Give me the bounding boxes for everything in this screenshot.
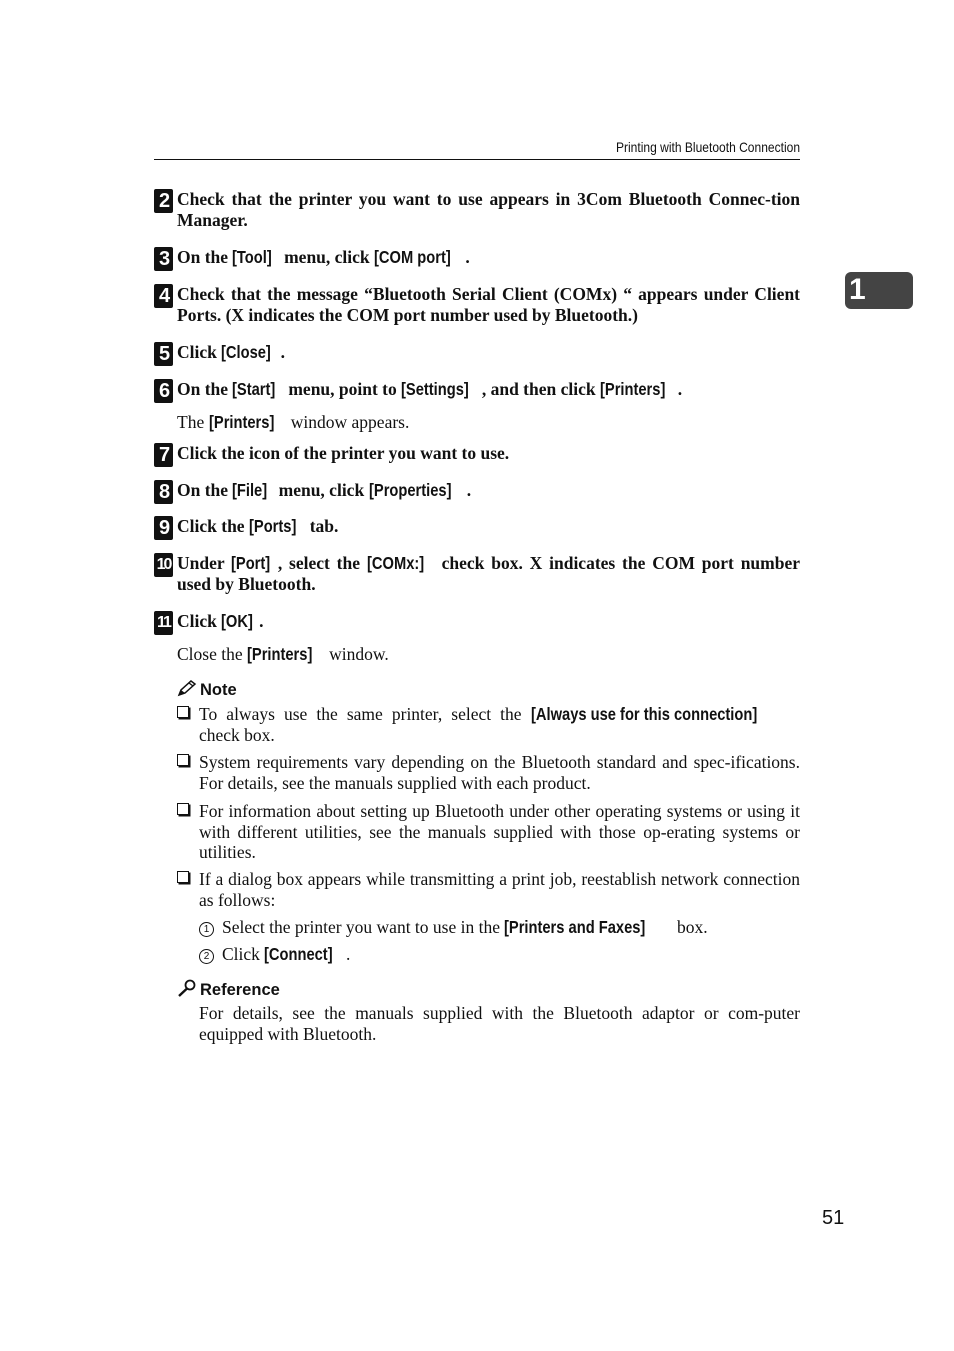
step-6-result: The [Printers] window appears. xyxy=(177,412,410,432)
running-header: Printing with Bluetooth Connection xyxy=(615,139,800,155)
menu-ref-start: [Start] xyxy=(232,379,276,399)
step-text: Click [OK] . xyxy=(177,611,264,631)
step-number-badge: 5 xyxy=(154,342,173,366)
step-number-badge: 3 xyxy=(154,247,173,271)
checkbox-bullet-icon xyxy=(177,871,189,883)
step-number-badge: 11 xyxy=(154,611,173,635)
page-number: 51 xyxy=(822,1207,845,1229)
button-ref-close: [Close] xyxy=(221,342,272,362)
step-number-badge: 2 xyxy=(154,189,173,213)
step-text: Check that the message “Bluetooth Serial Client (COMx) “ appears under Client Ports. (X indicates the COM port number used by Bluetooth.) xyxy=(177,284,800,325)
step-number-badge: 8 xyxy=(154,480,173,504)
reference-text: For details, see the manuals supplied with the Bluetooth adaptor or com-puter equipped with Bluetooth. xyxy=(199,1003,800,1044)
pencil-icon xyxy=(177,681,200,699)
button-ref-ok: [OK] xyxy=(221,611,254,631)
menu-ref-tool: [Tool] xyxy=(232,247,273,267)
note-bullet: System requirements vary depending on the Bluetooth standard and spec-ifications. For details, see the manuals supplied with each product. xyxy=(177,752,800,793)
step-10 xyxy=(154,553,800,595)
step-text: On the [File] menu, click [Properties] . xyxy=(177,480,472,500)
menu-ref-settings: [Settings] xyxy=(401,379,469,399)
note-heading: Note xyxy=(177,680,237,700)
step-4 xyxy=(154,284,800,326)
substep-2: 2 Click [Connect] . xyxy=(199,944,800,965)
checkbox-bullet-icon xyxy=(177,754,189,766)
step-number-badge: 9 xyxy=(154,516,173,540)
checkbox-ref-comx: [COMx:] xyxy=(366,553,424,573)
chapter-number: 1 xyxy=(849,273,866,306)
step-number-badge: 4 xyxy=(154,284,173,308)
step-6 xyxy=(154,379,800,400)
circled-number: 1 xyxy=(199,922,214,937)
step-text: Click [Close] . xyxy=(177,342,285,362)
checkbox-bullet-icon xyxy=(177,803,189,815)
step-9 xyxy=(154,516,800,537)
note-bullet: For information about setting up Bluetooth under other operating systems or using it with different utilities, see the manuals supplied with those op-erating systems or utilities. xyxy=(177,801,800,863)
reference-heading: Reference xyxy=(177,979,280,1000)
chapter-tab xyxy=(845,272,913,309)
step-8 xyxy=(154,480,800,501)
tab-ref-ports: [Ports] xyxy=(248,516,297,536)
checkbox-bullet-icon xyxy=(177,706,189,718)
step-7 xyxy=(154,443,800,464)
step-number-badge: 6 xyxy=(154,379,173,403)
header-rule xyxy=(154,159,800,160)
step-text: Click the [Ports] tab. xyxy=(177,516,339,536)
step-text: On the [Start] menu, point to [Settings] , and then click [Printers] . xyxy=(177,379,683,399)
step-2 xyxy=(154,189,800,231)
step-text: Check that the printer you want to use appears in 3Com Bluetooth Connec-tion Manager. xyxy=(177,189,800,230)
step-text: On the [Tool] menu, click [COM port] . xyxy=(177,247,470,267)
label-ref-port: [Port] xyxy=(231,553,271,573)
step-5 xyxy=(154,342,800,363)
note-bullet: To always use the same printer, select the [Always use for this connection] check box. xyxy=(177,704,800,745)
step-text: Click the icon of the printer you want to use. xyxy=(177,443,510,463)
step-number-badge: 10 xyxy=(154,553,173,577)
circled-number: 2 xyxy=(199,949,214,964)
step-3 xyxy=(154,247,800,268)
step-text: Under [Port] , select the [COMx:] check box. X indicates the COM port number used by Bluetooth. xyxy=(177,553,800,594)
note-bullet: If a dialog box appears while transmitting a print job, reestablish network connection as follows: xyxy=(177,869,800,910)
menu-ref-printers: [Printers] xyxy=(600,379,666,399)
menu-ref-com-port: [COM port] xyxy=(374,247,451,267)
step-11 xyxy=(154,611,800,632)
menu-ref-properties: [Properties] xyxy=(368,480,452,500)
substep-1: 1 Select the printer you want to use in the [Printers and Faxes] box. xyxy=(199,917,800,938)
menu-ref-file: [File] xyxy=(232,480,268,500)
step-number-badge: 7 xyxy=(154,443,173,467)
magnifier-icon xyxy=(177,981,200,999)
step-11-result: Close the [Printers] window. xyxy=(177,644,389,664)
